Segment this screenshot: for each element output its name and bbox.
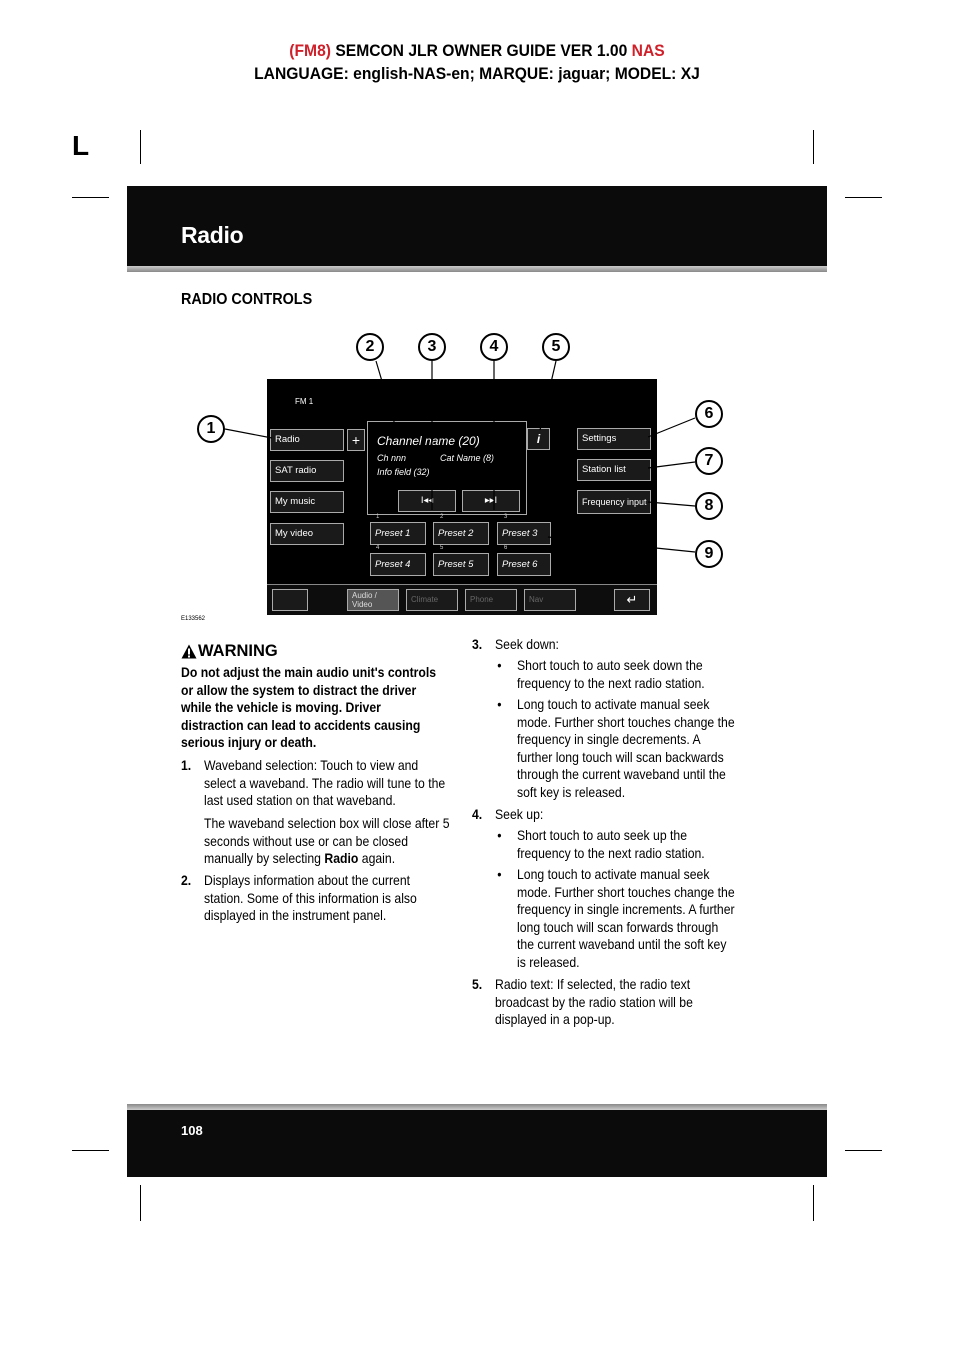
preset-number: 4 [376, 545, 380, 551]
warning-label: WARNING [198, 641, 278, 660]
preset-number: 3 [504, 514, 508, 520]
item-1-note-bold: Radio [324, 851, 359, 867]
item-number: 3. [472, 637, 483, 652]
corner-mark: L [72, 130, 90, 161]
info-icon[interactable]: i [527, 428, 550, 450]
footer-band [127, 1110, 827, 1177]
page-number: 108 [181, 1123, 203, 1138]
item-number: 4. [472, 807, 483, 822]
back-icon[interactable]: ↵ [614, 589, 650, 611]
callout-5: 5 [542, 333, 570, 361]
item-4-bullet-2: • Long touch to activate manual seek mode. Further short touches change the frequency in single increments. A further long touch will scan forwards through the current waveband until the soft key is released. [517, 866, 738, 972]
crop-mark [845, 1150, 882, 1151]
plus-button[interactable]: + [347, 429, 365, 451]
doc-header-line2: LANGUAGE: english-NAS-en; MARQUE: jaguar; MODEL: XJ [254, 64, 700, 83]
category-name: Cat Name (8) [440, 453, 495, 463]
band-label: FM 1 [295, 397, 314, 406]
item-number: 2. [181, 873, 192, 888]
preset-5-button[interactable]: Preset 5 [433, 553, 489, 576]
my-music-button[interactable]: My music [270, 491, 344, 513]
preset-1-button[interactable]: Preset 1 [370, 522, 426, 545]
preset-number: 2 [440, 514, 444, 520]
preset-number: 5 [440, 545, 444, 551]
seek-down-button[interactable]: I◂◂ [398, 490, 456, 512]
figure-code: E133562 [181, 616, 206, 622]
sat-radio-button[interactable]: SAT radio [270, 460, 344, 482]
callout-7: 7 [695, 447, 723, 475]
item-1-text: Waveband selection: Touch to view and select a waveband. The radio will tune to the last used station on that waveband. [204, 758, 446, 809]
tab-climate[interactable]: Climate [406, 589, 458, 611]
my-video-button[interactable]: My video [270, 523, 344, 545]
warning-heading [181, 641, 278, 661]
item-1-note-b: again. [358, 851, 396, 867]
callout-3: 3 [418, 333, 446, 361]
preset-6-button[interactable]: Preset 6 [497, 553, 551, 576]
callout-1: 1 [197, 415, 225, 443]
section-title: RADIO CONTROLS [181, 291, 313, 308]
tab-nav[interactable]: Nav [524, 589, 576, 611]
item-1-note [204, 815, 452, 868]
station-list-button[interactable]: Station list [577, 459, 651, 481]
crop-mark [140, 1185, 141, 1221]
item-4-bullet-1: • Short touch to auto seek up the frequency to the next radio station. [517, 827, 738, 862]
item-number: 1. [181, 758, 192, 773]
preset-3-button[interactable]: Preset 3 [497, 522, 551, 545]
callout-4: 4 [480, 333, 508, 361]
preset-number: 6 [504, 545, 508, 551]
warning-triangle-icon [181, 644, 197, 659]
item-3-bullet-1: • Short touch to auto seek down the frequency to the next radio station. [517, 657, 738, 692]
callout-8: 8 [695, 492, 723, 520]
header-prefix: (FM8) [289, 41, 331, 60]
item-number: 5. [472, 977, 483, 992]
seek-up-button[interactable]: ▸▸I [462, 490, 520, 512]
item-2-text: Displays information about the current station. Some of this information is also displayed in the instrument panel. [204, 873, 417, 924]
callout-9: 9 [695, 540, 723, 568]
tab-phone[interactable]: Phone [465, 589, 517, 611]
radio-button[interactable]: Radio [270, 429, 344, 451]
header-main: SEMCON JLR OWNER GUIDE VER 1.00 [330, 41, 632, 60]
frequency-input-button[interactable]: Frequency input [577, 490, 651, 514]
channel-name: Channel name (20) [377, 434, 480, 448]
preset-4-button[interactable]: Preset 4 [370, 553, 426, 576]
crop-mark [813, 1185, 814, 1221]
callout-2: 2 [356, 333, 384, 361]
callout-6: 6 [695, 400, 723, 428]
item-4-text: Seek up: [495, 807, 544, 822]
chapter-title: Radio [181, 222, 244, 248]
preset-2-button[interactable]: Preset 2 [433, 522, 489, 545]
item-3-text: Seek down: [495, 637, 559, 652]
item-1-note-a: The waveband selection box will close after 5 seconds without use or can be closed manually by selecting [204, 816, 450, 867]
crop-mark [72, 1150, 109, 1151]
preset-number: 1 [376, 514, 380, 520]
tab-audio-video[interactable]: Audio / Video [347, 589, 399, 611]
warning-text: Do not adjust the main audio unit's controls or allow the system to distract the driver while the vehicle is moving. Driver distraction can lead to accidents causing serious injury or death. [181, 665, 437, 751]
settings-button[interactable]: Settings [577, 428, 651, 450]
info-field: Info field (32) [377, 467, 430, 477]
channel-number: Ch nnn [377, 453, 407, 463]
item-5-text: Radio text: If selected, the radio text broadcast by the radio station will be displayed in a pop-up. [495, 977, 693, 1028]
item-3-bullet-2: • Long touch to activate manual seek mode. Further short touches change the frequency in single decrements. A further long touch will scan backwards through the current waveband until the soft key is released. [517, 696, 738, 802]
header-suffix: NAS [631, 41, 665, 60]
